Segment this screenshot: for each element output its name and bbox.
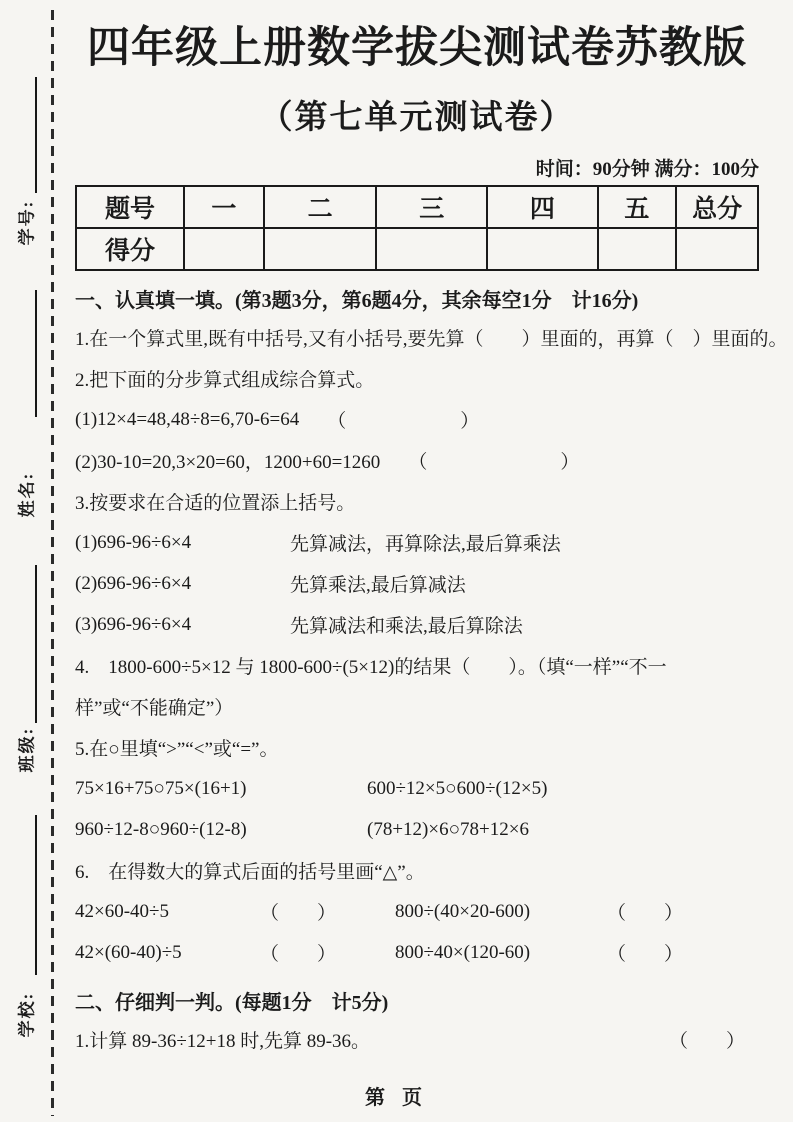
score-table-cell-part4: 四	[487, 186, 598, 228]
score-table-cell-question-no: 题号	[76, 186, 184, 228]
score-table-cell-part5: 五	[598, 186, 677, 228]
q6-row1-left-expression: 42×60-40÷5	[75, 900, 169, 922]
s1-q3-item2	[75, 563, 759, 604]
score-table	[75, 185, 759, 271]
page-footer: 第 页	[365, 1087, 428, 1109]
section1-heading: 一、认真填一填。(第3题3分，第6题4分，其余每空1分 计16分)	[75, 290, 639, 313]
page-title: 四年级上册数学拔尖测试卷苏教版	[87, 24, 747, 72]
q2-item1-answer-blank: （ ）	[327, 411, 480, 433]
s1-question2: 2.把下面的分步算式组成综合算式。	[75, 370, 375, 392]
q6-row2-left-expression: 42×(60-40)÷5	[75, 941, 182, 963]
score-table-score-row	[76, 228, 758, 270]
student-name-label	[2, 439, 48, 549]
s1-q3-item3	[75, 604, 759, 645]
exam-content	[55, 0, 793, 1060]
score-table-cell-part1: 一	[184, 186, 264, 228]
school-label	[2, 959, 48, 1069]
score-table-header-row	[76, 186, 758, 228]
q2-item2-answer-blank: （ ）	[408, 452, 580, 474]
q2-item2-expression: (2)30-10=20,3×20=60，1200+60=1260	[75, 452, 381, 474]
s2-q1-answer-blank: （ ）	[668, 1031, 745, 1053]
s1-q6-row2	[75, 932, 759, 973]
score-blank-cell	[676, 228, 758, 270]
s1-q2-item2	[75, 440, 759, 481]
seal-margin	[0, 0, 55, 1122]
q3-item1-expression: (1)696-96÷6×4	[75, 531, 192, 553]
q5-row2-left-expression: 960÷12-8○960÷(12-8)	[75, 818, 247, 840]
score-blank-cell	[376, 228, 487, 270]
s1-question4-line1: 4. 1800-600÷5×12 与 1800-600÷(5×12)的结果（ ）。（填“一样”“不一	[75, 657, 667, 679]
q3-item2-expression: (2)696-96÷6×4	[75, 572, 192, 594]
s1-question6: 6. 在得数大的算式后面的括号里画“△”。	[75, 862, 425, 884]
student-name-label-text: 姓名:	[17, 471, 37, 517]
q6-row1-right-expression: 800÷(40×20-600)	[395, 900, 531, 922]
q5-row2-right-expression: (78+12)×6○78+12×6	[367, 818, 529, 840]
s1-q6-row1	[75, 891, 759, 932]
q5-row1-left-expression: 75×16+75○75×(16+1)	[75, 777, 247, 799]
s1-question5: 5.在○里填“>”“<”或“=”。	[75, 739, 279, 761]
q2-item1-expression: (1)12×4=48,48÷8=6,70-6=64	[75, 408, 300, 430]
score-blank-cell	[598, 228, 677, 270]
q3-item3-rule: 先算减法和乘法,最后算除法	[290, 616, 523, 638]
s1-q5-row1	[75, 768, 759, 809]
s1-question3: 3.按要求在合适的位置添上括号。	[75, 493, 356, 515]
s1-question4-line2: 样”或“不能确定”）	[75, 698, 234, 720]
q3-item3-expression: (3)696-96÷6×4	[75, 613, 192, 635]
q3-item1-rule: 先算减法，再算除法,最后算乘法	[290, 534, 561, 556]
time-score-meta: 时间：90分钟 满分：100分	[535, 159, 759, 181]
q6-row2-right-blank: （ ）	[607, 944, 684, 966]
q3-item2-rule: 先算乘法,最后算减法	[290, 575, 466, 597]
s2-question1	[75, 1019, 759, 1060]
s1-q3-item1	[75, 522, 759, 563]
score-row-label: 得分	[76, 228, 184, 270]
q6-row1-right-blank: （ ）	[607, 903, 684, 925]
s1-q2-item1	[75, 399, 759, 440]
student-id-label-text: 学号:	[17, 199, 37, 245]
class-label-text: 班级:	[17, 726, 37, 772]
s2-q1-text: 1.计算 89-36÷12+18 时,先算 89-36。	[75, 1031, 371, 1053]
student-name-write-line	[35, 290, 37, 417]
school-write-line	[35, 815, 37, 975]
score-blank-cell	[487, 228, 598, 270]
seal-dashed-line	[51, 10, 54, 1116]
section2-heading: 二、仔细判一判。(每题1分 计5分)	[75, 992, 389, 1015]
score-table-cell-total: 总分	[676, 186, 758, 228]
score-blank-cell	[184, 228, 264, 270]
school-label-text: 学校:	[17, 991, 37, 1037]
q6-row1-left-blank: （ ）	[260, 903, 337, 925]
q5-row1-right-expression: 600÷12×5○600÷(12×5)	[367, 777, 548, 799]
q6-row2-right-expression: 800÷40×(120-60)	[395, 941, 531, 963]
class-label	[2, 694, 48, 804]
s1-q5-row2	[75, 809, 759, 850]
page-subtitle: （第七单元测试卷）	[259, 98, 575, 136]
score-table-cell-part3: 三	[376, 186, 487, 228]
q6-row2-left-blank: （ ）	[260, 944, 337, 966]
score-blank-cell	[264, 228, 377, 270]
score-table-cell-part2: 二	[264, 186, 377, 228]
s1-question1: 1.在一个算式里,既有中括号,又有小括号,要先算（ ）里面的，再算（ ）里面的。	[75, 329, 788, 351]
student-id-label	[2, 167, 48, 277]
